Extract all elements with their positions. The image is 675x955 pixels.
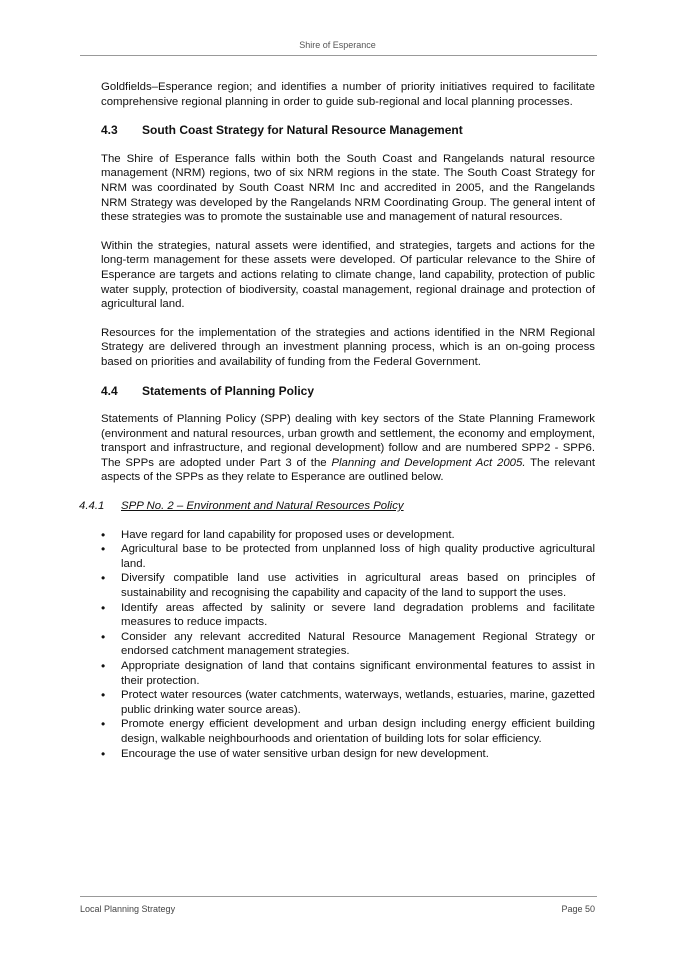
- list-item: • Identify areas affected by salinity or severe land degradation problems and facilitate measures to reduce impacts.: [101, 601, 595, 630]
- paragraph-text: The relevant aspects of the SPPs as they relate to Esperance are outlined below.: [101, 456, 595, 484]
- intro-paragraph: Goldfields–Esperance region; and identifies a number of priority initiatives required to facilitate comprehensive regional planning in order to guide sub-regional and local planning processes.: [101, 81, 595, 108]
- section-title: South Coast Strategy for Natural Resource Management: [142, 123, 463, 138]
- list-item: • Appropriate designation of land that contains significant environmental features to assist in their protection.: [101, 659, 595, 688]
- list-item: • Encourage the use of water sensitive urban design for new development.: [101, 747, 595, 762]
- paragraph: Within the strategies, natural assets were identified, and strategies, targets and actions for the long-term management for these assets were developed. Of particular relevance to the Shire of Esperance are targets and actions relating to climate change, land capability, protection of public water supply, protection of biodiversity, coastal management, regional drainage and protection of agricultural land.: [101, 239, 595, 311]
- paragraph: [101, 412, 595, 485]
- paragraph: The Shire of Esperance falls within both the South Coast and Rangelands natural resource management (NRM) regions, two of six NRM regions in the state. The South Coast Strategy for NRM was coordinated by South Coast NRM Inc and accredited in 2005, and the Rangelands NRM Strategy was developed by the Rangelands NRM Coordinating Group. The general intent of these strategies was to promote the sustainable use and management of natural resources.: [101, 152, 595, 224]
- paragraph: Resources for the implementation of the strategies and actions identified in the NRM Regional Strategy are delivered through an investment planning process, which is an on-going process based on priorities and availability of funding from the Federal Government.: [101, 326, 595, 368]
- paragraph-text: Statements of Planning Policy (SPP) dealing with key sectors of the State Planning Framework (environment and natural resources, urban growth and settlement, the economy and employment, transport and infrastructure, and regional development) follow and are numbered SPP2 - SPP6. The SPPs are adopted under Part 3 of the: [101, 413, 595, 469]
- list-item: • Have regard for land capability for proposed uses or development.: [101, 528, 595, 543]
- subsection-heading-4-4-1: [79, 499, 595, 514]
- page-header: Shire of Esperance: [299, 40, 376, 50]
- subsection-number: 4.4.1: [79, 500, 105, 513]
- header-divider: [80, 55, 597, 56]
- section-heading-4-3: [101, 123, 595, 138]
- section-number: 4.4: [101, 383, 118, 398]
- section-title: Statements of Planning Policy: [142, 383, 315, 398]
- subsection-title: SPP No. 2 – Environment and Natural Resources Policy: [121, 500, 404, 513]
- page-number: Page 50: [561, 904, 595, 914]
- section-heading-4-4: [101, 384, 595, 399]
- list-item: • Promote energy efficient development and urban design including energy efficient building design, walkable neighbourhoods and orientation of building lots for solar efficiency.: [101, 717, 595, 746]
- list-item: • Diversify compatible land use activities in agricultural areas based on principles of sustainability and recognising the capability and capacity of the land to support the uses.: [101, 571, 595, 600]
- list-item: • Consider any relevant accredited Natural Resource Management Regional Strategy or endorsed catchment management strategies.: [101, 630, 595, 659]
- act-name: Planning and Development Act 2005.: [331, 456, 526, 469]
- list-item: • Protect water resources (water catchments, waterways, wetlands, estuaries, marine, gazetted public drinking water source areas).: [101, 688, 595, 717]
- page-content: [79, 80, 595, 761]
- list-item: • Agricultural base to be protected from unplanned loss of high quality productive agricultural land.: [101, 542, 595, 571]
- footer-divider: [80, 896, 597, 897]
- footer-document-title: Local Planning Strategy: [80, 904, 176, 914]
- policy-bullet-list: [101, 528, 595, 762]
- section-number: 4.3: [101, 123, 118, 138]
